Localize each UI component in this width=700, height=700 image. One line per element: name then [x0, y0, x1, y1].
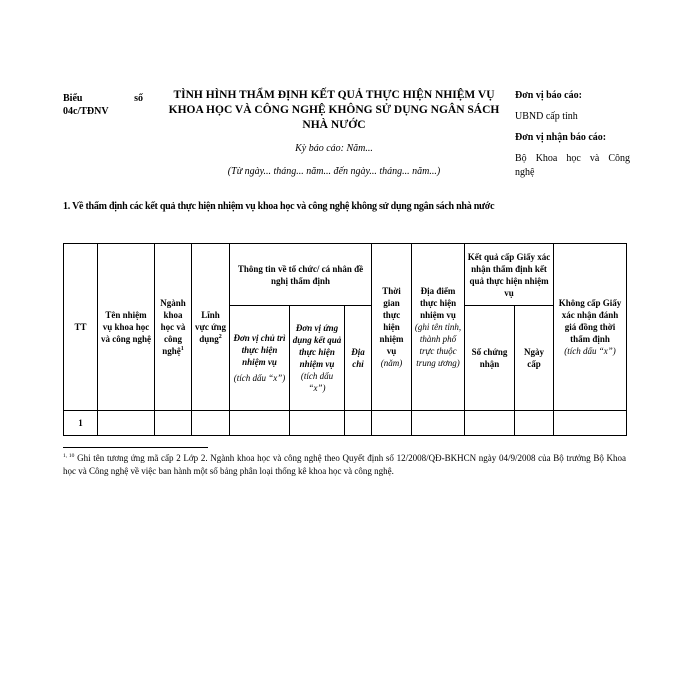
form-label: Biểu	[63, 93, 83, 104]
footnote	[63, 452, 626, 478]
report-title-line-2: KHOA HỌC VÀ CÔNG NGHỆ KHÔNG SỬ DỤNG NGÂN SÁCH NHÀ NƯỚC	[168, 104, 500, 131]
table-row	[64, 411, 627, 436]
col-field-footnote-mark: 1	[180, 346, 184, 352]
col-cert-no-header: Số chứng nhận	[465, 306, 515, 411]
col-cert-group-header: Kết quả cấp Giấy xác nhận thẩm định kết quả thực hiện nhiệm vụ	[465, 244, 554, 306]
footnote-divider	[63, 447, 208, 448]
reporting-unit-value: UBND cấp tỉnh	[515, 111, 578, 122]
col-duration-header	[372, 244, 412, 411]
row-cell	[192, 411, 230, 436]
col-location-text: Địa điểm thực hiện nhiệm vụ	[419, 286, 457, 320]
report-table	[63, 243, 627, 436]
receiving-unit-label: Đơn vị nhận báo cáo:	[515, 132, 607, 143]
footnote-marks: 1, 10	[63, 453, 75, 459]
row-cell	[515, 411, 554, 436]
col-host-unit-header	[230, 306, 290, 411]
row-cell	[465, 411, 515, 436]
report-title-line-1: TÌNH HÌNH THẨM ĐỊNH KẾT QUẢ THỰC HIỆN NHIỆM VỤ	[173, 89, 495, 101]
col-duration-text: Thời gian thực hiện nhiệm vụ	[379, 286, 404, 356]
col-app-unit-header	[290, 306, 345, 411]
col-org-group-header: Thông tin về tổ chức/ cá nhân đề nghị thẩm định	[230, 244, 372, 306]
col-area-header	[192, 244, 230, 411]
col-task-name-header: Tên nhiệm vụ khoa học và công nghệ	[98, 244, 155, 411]
row-cell	[372, 411, 412, 436]
col-not-issued-text: Không cấp Giấy xác nhận đánh giá đồng thời thẩm định	[558, 298, 622, 344]
col-area-text: Lĩnh vực ứng dụng	[194, 310, 227, 344]
col-field-text: Ngành khoa học và công nghệ	[160, 298, 186, 356]
row-cell	[98, 411, 155, 436]
receiving-unit-value-cont: nghệ	[515, 167, 535, 178]
reporting-unit-label: Đơn vị báo cáo:	[515, 90, 582, 101]
col-app-unit-note: (tích dấu “x”)	[300, 371, 334, 393]
col-field-header	[155, 244, 192, 411]
col-host-unit-text: Đơn vị chủ trì thực hiện nhiệm vụ	[233, 333, 286, 367]
col-app-unit-text: Đơn vị ứng dụng kết quả thực hiện nhiệm vụ	[292, 323, 342, 369]
col-location-note: (ghi tên tỉnh, thành phố trực thuộc trung ương)	[414, 322, 462, 368]
row-cell	[412, 411, 465, 436]
row-cell	[155, 411, 192, 436]
col-tt-header: TT	[64, 244, 98, 411]
section-title: 1. Về thẩm định các kết quả thực hiện nhiệm vụ khoa học và công nghệ không sử dụng ngân sách nhà nước	[63, 201, 495, 212]
row-tt-cell: 1	[64, 411, 98, 436]
row-cell	[290, 411, 345, 436]
row-cell	[345, 411, 372, 436]
col-duration-note: (năm)	[380, 358, 403, 368]
col-address-header: Địa chỉ	[345, 306, 372, 411]
col-not-issued-header	[554, 244, 627, 411]
col-location-header	[412, 244, 465, 411]
col-cert-date-header: Ngày cấp	[515, 306, 554, 411]
col-area-footnote-mark: 2	[218, 334, 222, 340]
col-host-unit-note: (tích dấu “x”)	[233, 373, 286, 383]
receiving-unit-value: Bộ Khoa học và Công	[515, 153, 630, 164]
form-code-block	[63, 92, 143, 118]
row-cell	[230, 411, 290, 436]
row-cell	[554, 411, 627, 436]
report-header	[158, 88, 510, 179]
col-not-issued-note: (tích dấu “x”)	[564, 346, 616, 356]
form-label-number: số	[134, 93, 143, 104]
reporting-units-block	[515, 89, 630, 180]
report-period: Kỳ báo cáo: Năm...	[295, 143, 373, 154]
report-date-range: (Từ ngày... tháng... năm... đến ngày... tháng... năm...)	[227, 166, 441, 177]
footnote-text: Ghi tên tương ứng mã cấp 2 Lớp 2. Ngành khoa học và công nghệ theo Quyết định số 12/2008/QĐ-BKHCN ngày 04/9/2008 của Bộ trưởng Bộ Khoa học và Công nghệ về việc ban hành một số bảng phân loại thống kê khoa học và công nghệ.	[63, 453, 626, 476]
form-code: 04c/TĐNV	[63, 106, 109, 117]
